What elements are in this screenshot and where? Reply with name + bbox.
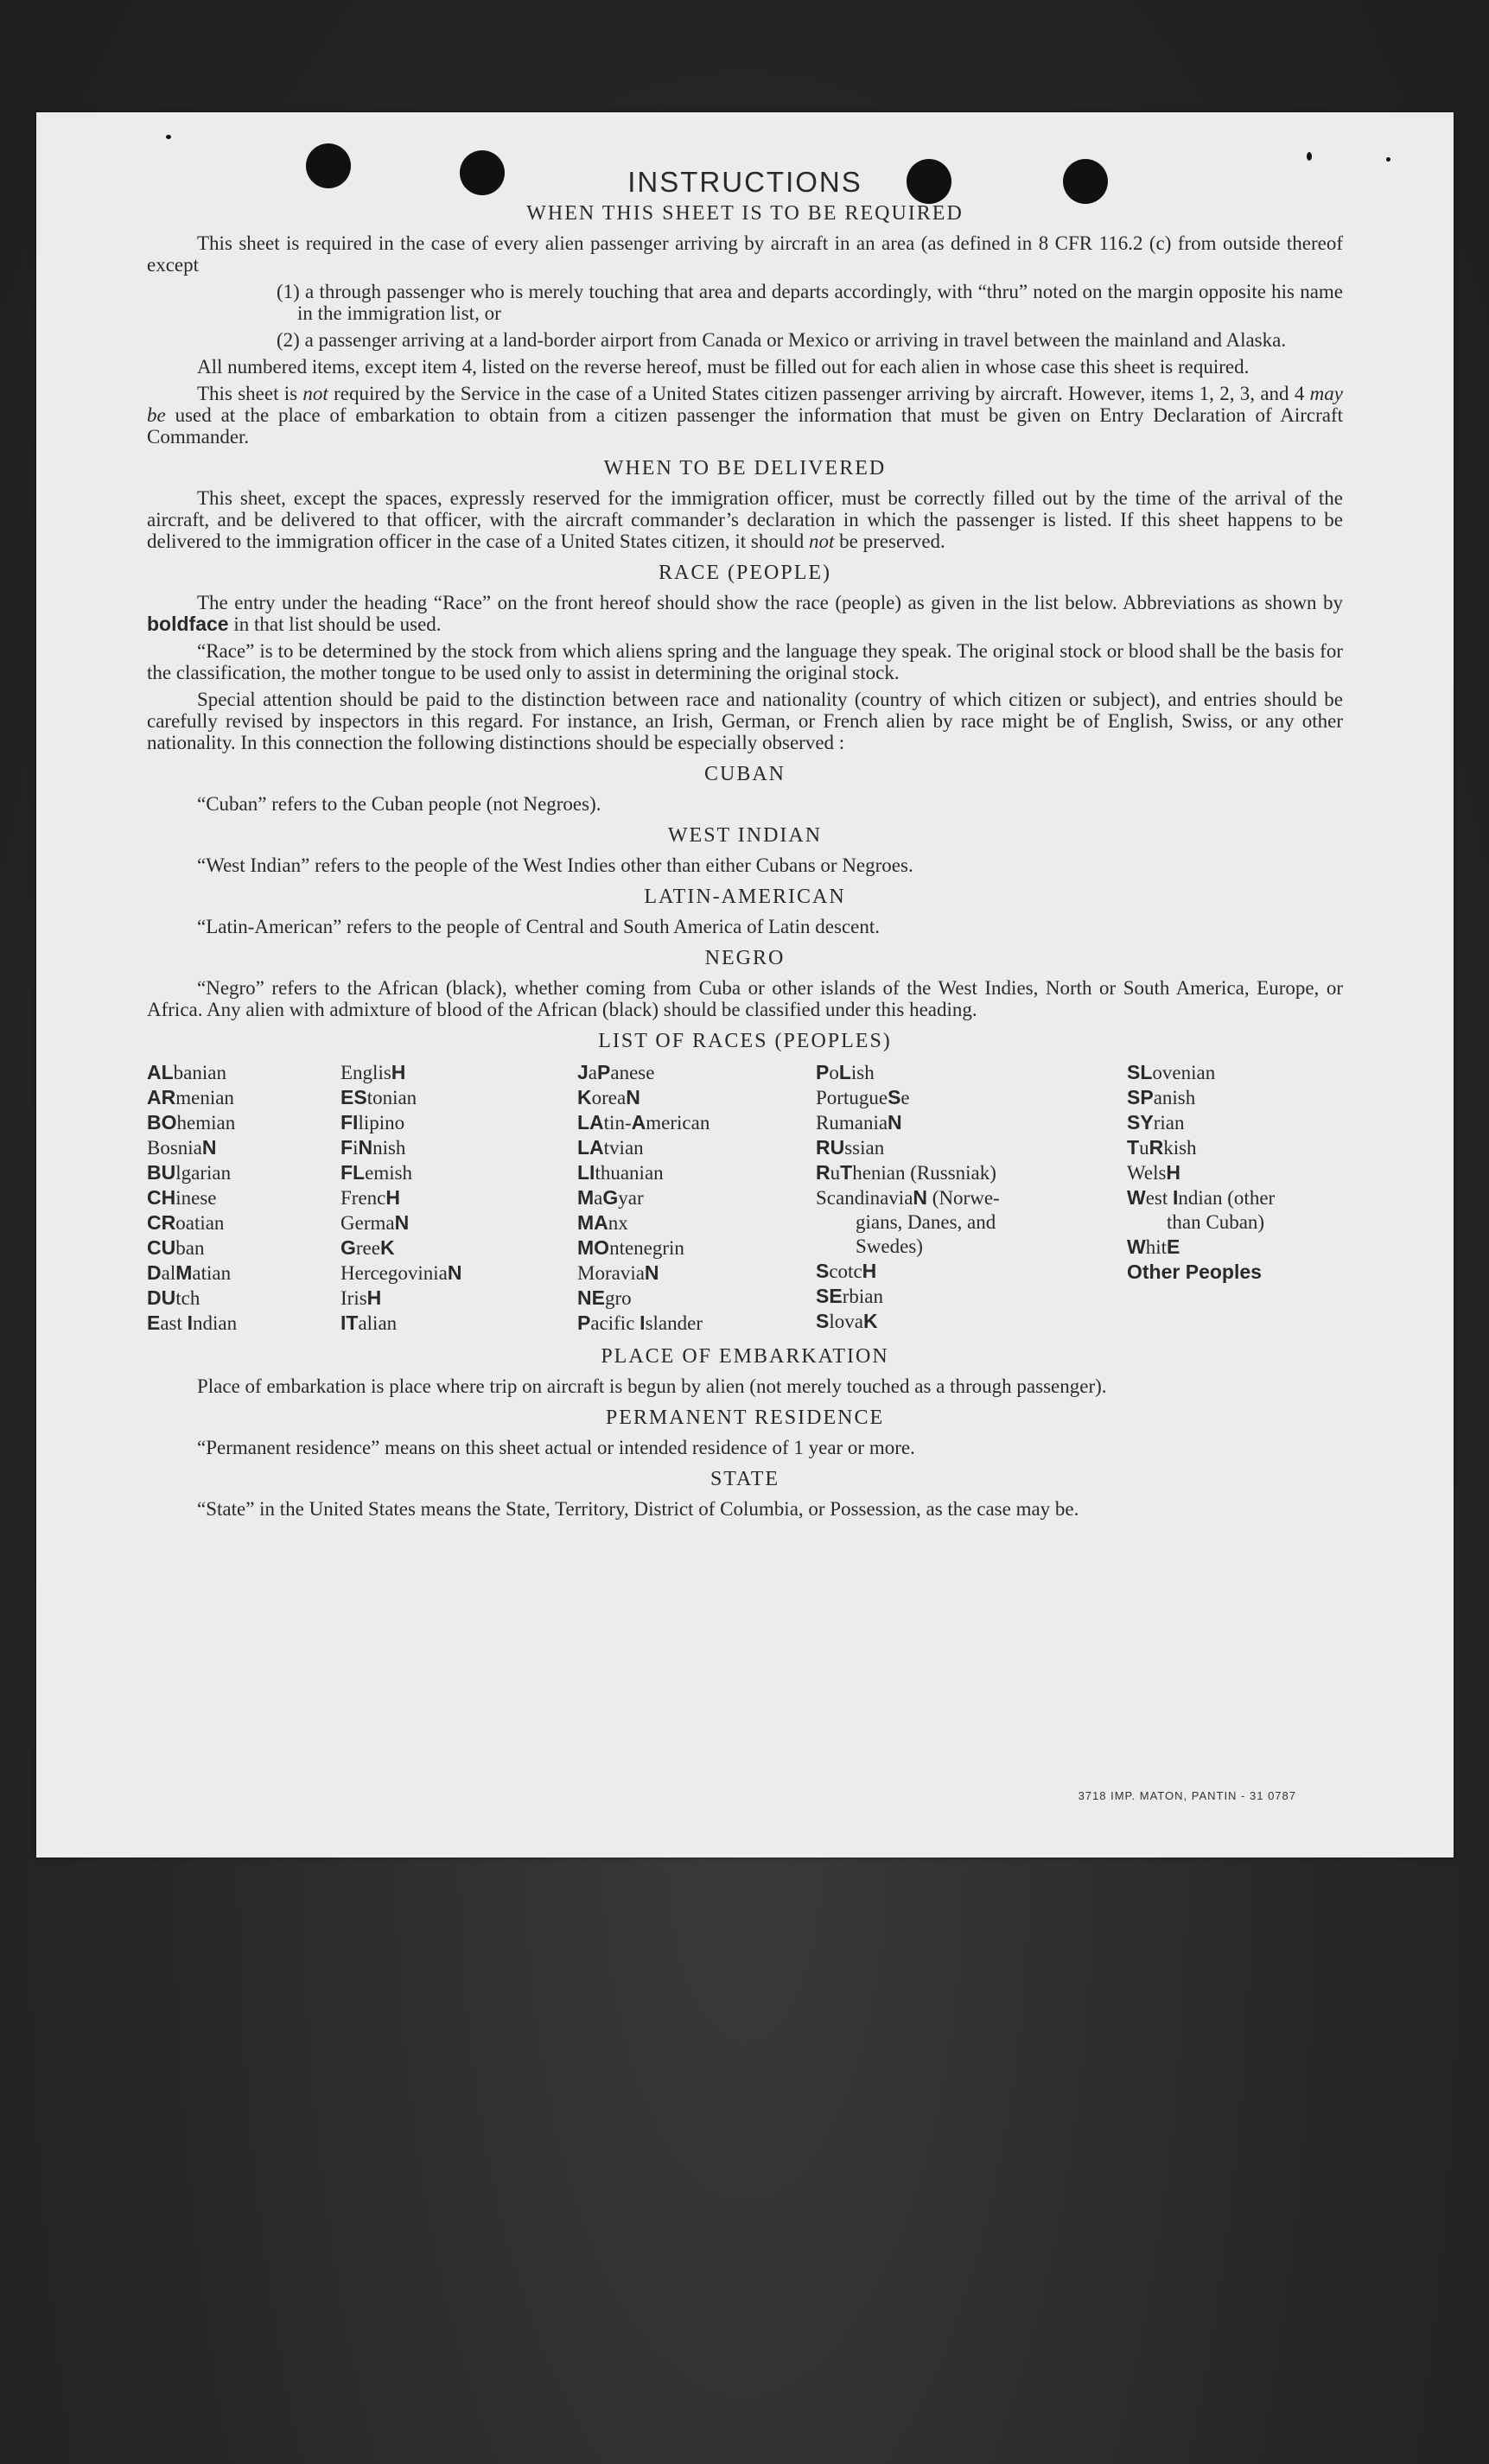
race-entry: SLovenian bbox=[1127, 1061, 1216, 1083]
paragraph-place-of-embarkation: Place of embarkation is place where trip on aircraft is begun by alien (not merely touched as a through passenger). bbox=[197, 1375, 1107, 1397]
race-entry: East Indian bbox=[147, 1311, 238, 1334]
races-column bbox=[147, 1060, 340, 1336]
race-entry: Pacific Islander bbox=[577, 1311, 703, 1334]
page-title: INSTRUCTIONS bbox=[627, 166, 862, 198]
races-column bbox=[577, 1060, 816, 1336]
section-heading-when-delivered: WHEN TO BE DELIVERED bbox=[603, 457, 887, 479]
section-heading-permanent-residence: PERMANENT RESIDENCE bbox=[605, 1407, 885, 1429]
race-entry: FIlipino bbox=[340, 1111, 405, 1134]
paragraph-permanent-residence: “Permanent residence” means on this sheet actual or intended residence of 1 year or more. bbox=[197, 1437, 915, 1458]
race-entry: BUlgarian bbox=[147, 1161, 232, 1184]
races-column bbox=[340, 1060, 577, 1336]
race-entry: KoreaN bbox=[577, 1086, 640, 1108]
race-entry: BOhemian bbox=[147, 1111, 236, 1134]
speck-mark bbox=[1307, 152, 1312, 161]
paragraph-negro: “Negro” refers to the African (black), whether coming from Cuba or other islands of the West Indies, North or South America, Europe, or Africa. Any alien with admixture of blood of the African (black) should be classified under this heading. bbox=[147, 977, 1343, 1020]
section-heading-cuban: CUBAN bbox=[703, 763, 786, 785]
races-column bbox=[816, 1060, 1127, 1336]
paragraph-delivered: This sheet, except the spaces, expressly reserved for the immigration officer, must be correctly filled out by the time of the arrival of the aircraft, and be delivered to that officer, with the aircraft commander’s declaration in which the passenger is listed. If this sheet happens to be delivered to the immigration officer in the case of a United States citizen, it should not be preserved. bbox=[147, 487, 1343, 552]
race-entry: MOntenegrin bbox=[577, 1236, 684, 1259]
section-heading-state: STATE bbox=[710, 1468, 780, 1490]
race-entry: SErbian bbox=[816, 1285, 883, 1307]
paragraph-numbered-items: All numbered items, except item 4, listed on the reverse hereof, must be filled out for each alien in whose case this sheet is required. bbox=[197, 356, 1250, 378]
race-entry: LAtin-American bbox=[577, 1111, 710, 1134]
instructions-content bbox=[147, 164, 1343, 1525]
race-entry: than Cuban) bbox=[1167, 1211, 1265, 1233]
race-entry: BosniaN bbox=[147, 1136, 217, 1159]
race-entry: ARmenian bbox=[147, 1086, 234, 1108]
race-entry: Other Peoples bbox=[1127, 1261, 1262, 1283]
exception-item-2: (2) a passenger arriving at a land-border airport from Canada or Mexico or arriving in travel between the mainland and Alaska. bbox=[277, 329, 1287, 351]
race-entry: EStonian bbox=[340, 1086, 417, 1108]
paragraph-required: This sheet is required in the case of every alien passenger arriving by aircraft in an area (as defined in 8 CFR 116.2 (c) from outside thereof except bbox=[147, 232, 1343, 276]
race-entry: WelsH bbox=[1127, 1161, 1181, 1184]
race-entry: West Indian (other bbox=[1127, 1186, 1276, 1209]
race-entry: FiNnish bbox=[340, 1136, 406, 1159]
race-entry: PortugueSe bbox=[816, 1086, 910, 1108]
race-entry: EnglisH bbox=[340, 1061, 406, 1083]
paragraph-west-indian: “West Indian” refers to the people of the West Indies other than either Cubans or Negroes. bbox=[197, 854, 913, 876]
race-entry: TuRkish bbox=[1127, 1136, 1197, 1159]
race-entry: gians, Danes, and bbox=[856, 1211, 996, 1233]
race-entry: ScotcH bbox=[816, 1260, 877, 1282]
paragraph-not-required: This sheet is not required by the Service in the case of a United States citizen passenger arriving by aircraft. However, items 1, 2, 3, and 4 may be used at the place of embarkation to obtain from a citizen passenger the information that must be given on Entry Declaration of Aircraft Commander. bbox=[147, 383, 1343, 448]
race-entry: ALbanian bbox=[147, 1061, 226, 1083]
race-entry: WhitE bbox=[1127, 1235, 1180, 1258]
race-entry: RuThenian (Russniak) bbox=[816, 1161, 996, 1184]
race-entry: CUban bbox=[147, 1236, 205, 1259]
section-heading-west-indian: WEST INDIAN bbox=[667, 824, 823, 847]
race-entry: RumaniaN bbox=[816, 1111, 902, 1134]
race-entry: HercegoviniaN bbox=[340, 1261, 462, 1284]
paragraph-latin-american: “Latin-American” refers to the people of Central and South America of Latin descent. bbox=[197, 916, 880, 937]
section-heading-list-of-races: LIST OF RACES (PEOPLES) bbox=[598, 1030, 892, 1052]
race-entry: DUtch bbox=[147, 1286, 200, 1309]
race-entry: GreeK bbox=[340, 1236, 395, 1259]
race-entry: RUssian bbox=[816, 1136, 885, 1159]
race-entry: CHinese bbox=[147, 1186, 217, 1209]
printer-code: 3718 IMP. MATON, PANTIN - 31 0787 bbox=[1078, 1789, 1296, 1802]
race-entry: MoraviaN bbox=[577, 1261, 659, 1284]
race-entry: ScandinaviaN (Norwe- bbox=[816, 1186, 1000, 1209]
section-heading-race: RACE (PEOPLE) bbox=[659, 562, 831, 584]
race-entry: SlovaK bbox=[816, 1310, 878, 1332]
section-heading-latin-american: LATIN-AMERICAN bbox=[644, 886, 846, 908]
race-entry: DalMatian bbox=[147, 1261, 232, 1284]
race-entry: SYrian bbox=[1127, 1111, 1185, 1134]
races-column bbox=[1127, 1060, 1343, 1336]
race-entry: NEgro bbox=[577, 1286, 632, 1309]
race-entry: FLemish bbox=[340, 1161, 413, 1184]
race-entry: MaGyar bbox=[577, 1186, 644, 1209]
section-heading-when-required: WHEN THIS SHEET IS TO BE REQUIRED bbox=[526, 202, 964, 225]
race-entry: MAnx bbox=[577, 1211, 628, 1234]
paragraph-race-stock: “Race” is to be determined by the stock from which aliens spring and the language they speak. The original stock or blood shall be the basis for the classification, the mother tongue to be used only to assist in determining the original stock. bbox=[147, 640, 1343, 683]
race-entry: IrisH bbox=[340, 1286, 382, 1309]
section-heading-place-of-embarkation: PLACE OF EMBARKATION bbox=[601, 1345, 889, 1368]
document-sheet bbox=[36, 112, 1454, 1858]
race-entry: FrencH bbox=[340, 1186, 400, 1209]
speck-mark bbox=[166, 135, 171, 139]
race-entry: ITalian bbox=[340, 1311, 398, 1334]
race-entry: LAtvian bbox=[577, 1136, 644, 1159]
paragraph-race-entry: The entry under the heading “Race” on the front hereof should show the race (people) as given in the list below. Abbreviations as shown by boldface in that list should be used. bbox=[147, 592, 1343, 635]
race-entry: LIthuanian bbox=[577, 1161, 664, 1184]
races-list bbox=[147, 1060, 1343, 1336]
speck-mark bbox=[1386, 157, 1390, 162]
race-entry: JaPanese bbox=[577, 1061, 655, 1083]
race-entry: PoLish bbox=[816, 1061, 875, 1083]
race-entry: GermaN bbox=[340, 1211, 410, 1234]
paragraph-state: “State” in the United States means the State, Territory, District of Columbia, or Possession, as the case may be. bbox=[197, 1498, 1079, 1520]
section-heading-negro: NEGRO bbox=[704, 947, 786, 969]
race-entry: SPanish bbox=[1127, 1086, 1196, 1108]
paragraph-race-nationality: Special attention should be paid to the distinction between race and nationality (country of which citizen or subject), and entries should be carefully revised by inspectors in this regard. For instance, an Irish, German, or French alien by race might be of English, Swiss, or any other nationality. In this connection the following distinctions should be especially observed : bbox=[147, 689, 1343, 753]
paragraph-cuban: “Cuban” refers to the Cuban people (not Negroes). bbox=[197, 793, 601, 815]
race-entry: Swedes) bbox=[856, 1235, 923, 1257]
race-entry: CRoatian bbox=[147, 1211, 225, 1234]
exception-item-1: (1) a through passenger who is merely touching that area and departs accordingly, with “thru” noted on the margin opposite his name in the immigration list, or bbox=[277, 281, 1343, 324]
